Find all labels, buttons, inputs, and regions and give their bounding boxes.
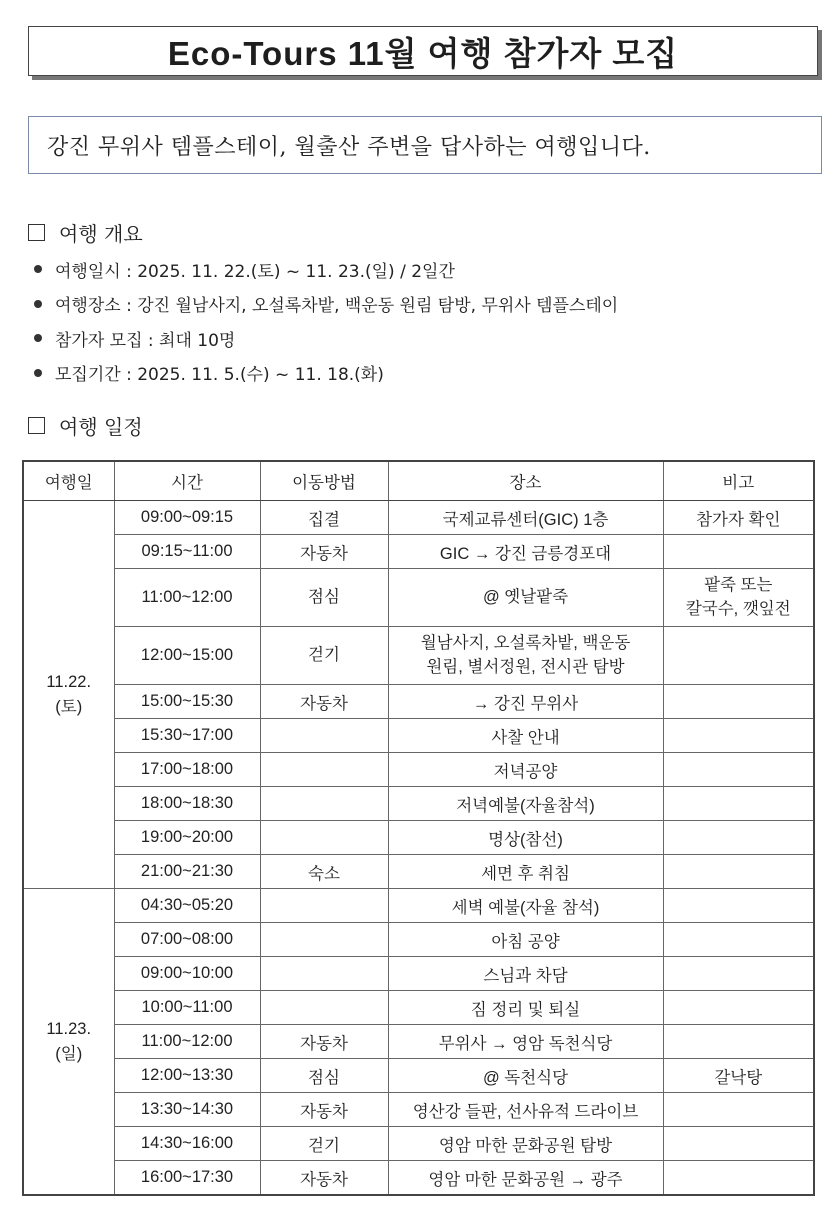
cell-note xyxy=(663,1127,814,1161)
cell-note xyxy=(663,627,814,685)
table-row xyxy=(23,1161,814,1196)
table-row xyxy=(23,821,814,855)
cell-transport: 자동차 xyxy=(260,535,388,569)
overview-item-capacity: 참가자 모집 : 최대 10명 xyxy=(55,330,236,351)
cell-note xyxy=(663,991,814,1025)
cell-note xyxy=(663,957,814,991)
table-row xyxy=(23,753,814,787)
bullet-icon xyxy=(34,300,42,308)
bullet-icon xyxy=(34,334,42,342)
schedule-heading xyxy=(28,411,143,440)
overview-heading-text: 여행 개요 xyxy=(59,222,143,246)
title-box xyxy=(28,26,818,76)
cell-time: 17:00~18:00 xyxy=(114,753,260,787)
cell-place: 스님과 차담 xyxy=(388,957,663,991)
table-row xyxy=(23,685,814,719)
cell-place: 저녁공양 xyxy=(388,753,663,787)
cell-transport: 점심 xyxy=(260,1059,388,1093)
table-row xyxy=(23,1093,814,1127)
cell-place: 영암 마한 문화공원 → 광주 xyxy=(388,1161,663,1196)
cell-place: 아침 공양 xyxy=(388,923,663,957)
cell-note xyxy=(663,787,814,821)
cell-time: 13:30~14:30 xyxy=(114,1093,260,1127)
table-header-row xyxy=(23,461,814,501)
table-row xyxy=(23,627,814,685)
table-row xyxy=(23,855,814,889)
cell-transport: 집결 xyxy=(260,501,388,535)
header-date: 여행일 xyxy=(23,461,114,501)
header-note: 비고 xyxy=(663,461,814,501)
cell-transport xyxy=(260,957,388,991)
table-row xyxy=(23,501,814,535)
bullet-icon xyxy=(34,369,42,377)
cell-place: 월남사지, 오설록차밭, 백운동 원림, 별서정원, 전시관 탐방 xyxy=(388,627,663,685)
list-item xyxy=(34,252,618,287)
cell-transport: 점심 xyxy=(260,569,388,627)
cell-place: 국제교류센터(GIC) 1층 xyxy=(388,501,663,535)
cell-note xyxy=(663,855,814,889)
cell-place: @ 독천식당 xyxy=(388,1059,663,1093)
cell-transport xyxy=(260,787,388,821)
list-item xyxy=(34,356,618,391)
overview-item-period: 모집기간 : 2025. 11. 5.(수) ~ 11. 18.(화) xyxy=(55,365,384,386)
cell-time: 14:30~16:00 xyxy=(114,1127,260,1161)
cell-place: 세면 후 취침 xyxy=(388,855,663,889)
cell-transport: 걷기 xyxy=(260,1127,388,1161)
cell-time: 15:00~15:30 xyxy=(114,685,260,719)
table-row xyxy=(23,923,814,957)
cell-place: @ 옛날팥죽 xyxy=(388,569,663,627)
cell-time: 09:15~11:00 xyxy=(114,535,260,569)
checkbox-square-icon xyxy=(28,417,45,434)
schedule-body xyxy=(23,501,814,1196)
header-time: 시간 xyxy=(114,461,260,501)
table-row xyxy=(23,1127,814,1161)
header-transport: 이동방법 xyxy=(260,461,388,501)
schedule-heading-text: 여행 일정 xyxy=(59,415,143,439)
cell-note xyxy=(663,719,814,753)
cell-transport xyxy=(260,991,388,1025)
cell-time: 09:00~09:15 xyxy=(114,501,260,535)
list-item xyxy=(34,321,618,356)
page-title: Eco-Tours 11월 여행 참가자 모집 xyxy=(167,34,679,72)
cell-place: → 강진 무위사 xyxy=(388,685,663,719)
cell-time: 19:00~20:00 xyxy=(114,821,260,855)
list-item xyxy=(34,287,618,322)
table-row xyxy=(23,1025,814,1059)
table-row xyxy=(23,991,814,1025)
cell-time: 11:00~12:00 xyxy=(114,1025,260,1059)
cell-note: 참가자 확인 xyxy=(663,501,814,535)
day-weekday: (토) xyxy=(55,697,83,716)
subtitle-box xyxy=(28,116,822,174)
cell-transport: 걷기 xyxy=(260,627,388,685)
cell-time: 10:00~11:00 xyxy=(114,991,260,1025)
cell-note xyxy=(663,889,814,923)
cell-place: 사찰 안내 xyxy=(388,719,663,753)
table-row xyxy=(23,719,814,753)
table-row xyxy=(23,957,814,991)
day-date: 11.22. xyxy=(46,672,92,691)
cell-time: 12:00~15:00 xyxy=(114,627,260,685)
cell-note xyxy=(663,685,814,719)
overview-item-place: 여행장소 : 강진 월남사지, 오설록차밭, 백운동 원림 탐방, 무위사 템플스테이 xyxy=(55,296,619,317)
cell-note xyxy=(663,821,814,855)
day-date: 11.23. xyxy=(46,1019,92,1038)
cell-note xyxy=(663,923,814,957)
checkbox-square-icon xyxy=(28,224,45,241)
cell-transport xyxy=(260,753,388,787)
cell-place: 짐 정리 및 퇴실 xyxy=(388,991,663,1025)
overview-heading xyxy=(28,218,143,247)
cell-note xyxy=(663,753,814,787)
cell-note xyxy=(663,1025,814,1059)
cell-place: 영암 마한 문화공원 탐방 xyxy=(388,1127,663,1161)
bullet-icon xyxy=(34,265,42,273)
cell-time: 18:00~18:30 xyxy=(114,787,260,821)
cell-transport: 자동차 xyxy=(260,685,388,719)
cell-transport xyxy=(260,923,388,957)
cell-time: 15:30~17:00 xyxy=(114,719,260,753)
table-row xyxy=(23,569,814,627)
cell-time: 07:00~08:00 xyxy=(114,923,260,957)
schedule-table xyxy=(22,460,815,1196)
table-row xyxy=(23,889,814,923)
overview-item-date: 여행일시 : 2025. 11. 22.(토) ~ 11. 23.(일) / 2일간 xyxy=(55,261,455,282)
cell-time: 11:00~12:00 xyxy=(114,569,260,627)
cell-transport xyxy=(260,719,388,753)
cell-transport: 자동차 xyxy=(260,1093,388,1127)
cell-transport xyxy=(260,821,388,855)
cell-note: 갈낙탕 xyxy=(663,1059,814,1093)
cell-time: 09:00~10:00 xyxy=(114,957,260,991)
cell-place: 명상(참선) xyxy=(388,821,663,855)
day-cell xyxy=(23,889,114,1196)
cell-note xyxy=(663,1093,814,1127)
page-subtitle: 강진 무위사 템플스테이, 월출산 주변을 답사하는 여행입니다. xyxy=(47,134,651,160)
header-place: 장소 xyxy=(388,461,663,501)
cell-place: 무위사 → 영암 독천식당 xyxy=(388,1025,663,1059)
day-cell xyxy=(23,501,114,889)
cell-transport xyxy=(260,889,388,923)
cell-time: 04:30~05:20 xyxy=(114,889,260,923)
cell-note: 팥죽 또는 칼국수, 깻잎전 xyxy=(663,569,814,627)
cell-time: 16:00~17:30 xyxy=(114,1161,260,1196)
table-row xyxy=(23,787,814,821)
cell-note xyxy=(663,535,814,569)
cell-transport: 자동차 xyxy=(260,1025,388,1059)
cell-place: 영산강 들판, 선사유적 드라이브 xyxy=(388,1093,663,1127)
overview-list xyxy=(34,252,618,390)
cell-place: 저녁예불(자율참석) xyxy=(388,787,663,821)
cell-note xyxy=(663,1161,814,1196)
day-weekday: (일) xyxy=(55,1044,83,1063)
cell-place: GIC → 강진 금릉경포대 xyxy=(388,535,663,569)
cell-transport: 숙소 xyxy=(260,855,388,889)
cell-transport: 자동차 xyxy=(260,1161,388,1196)
cell-time: 12:00~13:30 xyxy=(114,1059,260,1093)
cell-place: 세벽 예불(자율 참석) xyxy=(388,889,663,923)
table-row xyxy=(23,535,814,569)
cell-time: 21:00~21:30 xyxy=(114,855,260,889)
table-row xyxy=(23,1059,814,1093)
